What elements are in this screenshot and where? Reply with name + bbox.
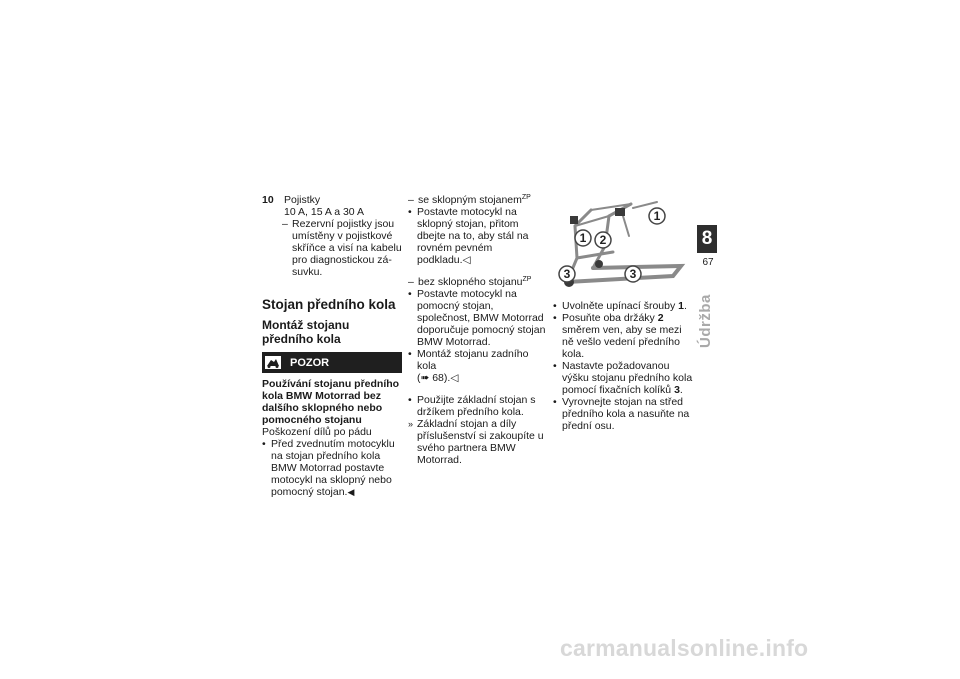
page-number: 67: [702, 257, 714, 268]
part-number: 2: [657, 312, 664, 324]
list-item-text: Posuňte oba držáky: [562, 312, 658, 324]
list-item: [553, 312, 693, 360]
page-reference: (➠ 68).: [417, 372, 451, 384]
part-number: 1: [678, 300, 684, 312]
condition-with-stand: [408, 194, 548, 206]
figure-label: 1: [653, 209, 661, 223]
warning-banner: [262, 352, 402, 373]
fuse-values: 10 A, 15 A a 30 A: [284, 206, 364, 218]
option-badge: ZP: [521, 194, 531, 201]
list-item: [408, 348, 548, 384]
list-item: [553, 300, 693, 312]
list-item-text: Nastavte požadovanou výšku stojanu předního kola pomocí fixačních kolíků: [562, 360, 693, 396]
figure-label: 3: [629, 267, 637, 281]
warning-bullet-text: Před zvednutím motocyklu na stojan předního kola BMW Motorrad postavte motocykl na sklopný nebo pomocný stojan.: [271, 438, 395, 498]
list-item-text: Použijte základní stojan s držíkem předního kola.: [417, 394, 536, 418]
list-item-text: Postavte motocykl na pomocný stojan, společnost, BMW Motorrad doporučuje pomocný stojan BMW Motorrad.: [417, 288, 546, 348]
condition-text: se sklopným stojanem: [418, 194, 522, 206]
fuse-title: Pojistky: [284, 194, 321, 206]
warning-icon: [265, 356, 281, 369]
warning-bullet: [262, 438, 402, 498]
end-mark-icon: ◀: [347, 487, 355, 497]
section-title: Stojan předního kola: [262, 297, 396, 312]
subsection-title: Montáž stojanu předního kola: [262, 318, 350, 346]
fuse-note: – Rezervní pojistky jsou umístěny v pojistkové skříňce a visí na kabelu pro diagnostickou zásuvku.: [282, 218, 402, 278]
figure-label: 3: [563, 267, 571, 281]
result-item: [408, 418, 548, 466]
end-mark-icon: ◁: [450, 372, 459, 384]
list-item-text: Uvolněte upínací šrouby: [562, 300, 679, 312]
list-item-text: .: [684, 300, 687, 312]
condition-text: bez sklopného stojanu: [418, 276, 523, 288]
list-item-text: směrem ven, aby se mezi ně vešlo vedení předního kola.: [562, 324, 682, 360]
end-mark-icon: ◁: [462, 254, 471, 266]
part-number: 3: [674, 384, 680, 396]
option-badge: ZP: [522, 276, 532, 283]
condition-without-stand: [408, 276, 548, 288]
figure-label: 1: [579, 231, 587, 245]
column-left: [262, 194, 402, 498]
warning-heading: Používání stojanu předního kola BMW Motorrad bez dalšího sklopného nebo pomocného stojanu: [262, 378, 400, 426]
chapter-title: Údržba: [697, 294, 714, 348]
list-item: [408, 288, 548, 348]
list-item: [408, 206, 548, 266]
fuse-entry: [262, 194, 402, 278]
list-item: [553, 360, 693, 396]
chapter-number: 8: [697, 225, 717, 253]
fuse-number: 10: [262, 194, 274, 206]
result-item-text: Základní stojan a díly příslušenství si zakoupíte u svého partnera BMW Motorrad.: [417, 418, 544, 466]
list-item-text: Vyrovnejte stojan na střed předního kola a nasuňte na přední osu.: [562, 396, 690, 432]
list-item: [553, 396, 693, 432]
warning-label: POZOR: [290, 356, 330, 369]
watermark: carmanualsonline.info: [560, 635, 809, 661]
warning-text: Poškození dílů po pádu: [262, 426, 372, 438]
figure-label: 2: [599, 233, 607, 247]
list-item-text: Montáž stojanu zadního kola: [417, 348, 529, 372]
column-right: [553, 186, 693, 432]
list-item-text: Postavte motocykl na sklopný stojan, přitom dbejte na to, aby stál na rovném pevném podkladu.: [417, 206, 529, 266]
list-item-text: .: [679, 384, 683, 396]
list-item: [408, 394, 548, 418]
front-wheel-stand-figure: [553, 186, 687, 294]
column-middle: [408, 194, 548, 466]
